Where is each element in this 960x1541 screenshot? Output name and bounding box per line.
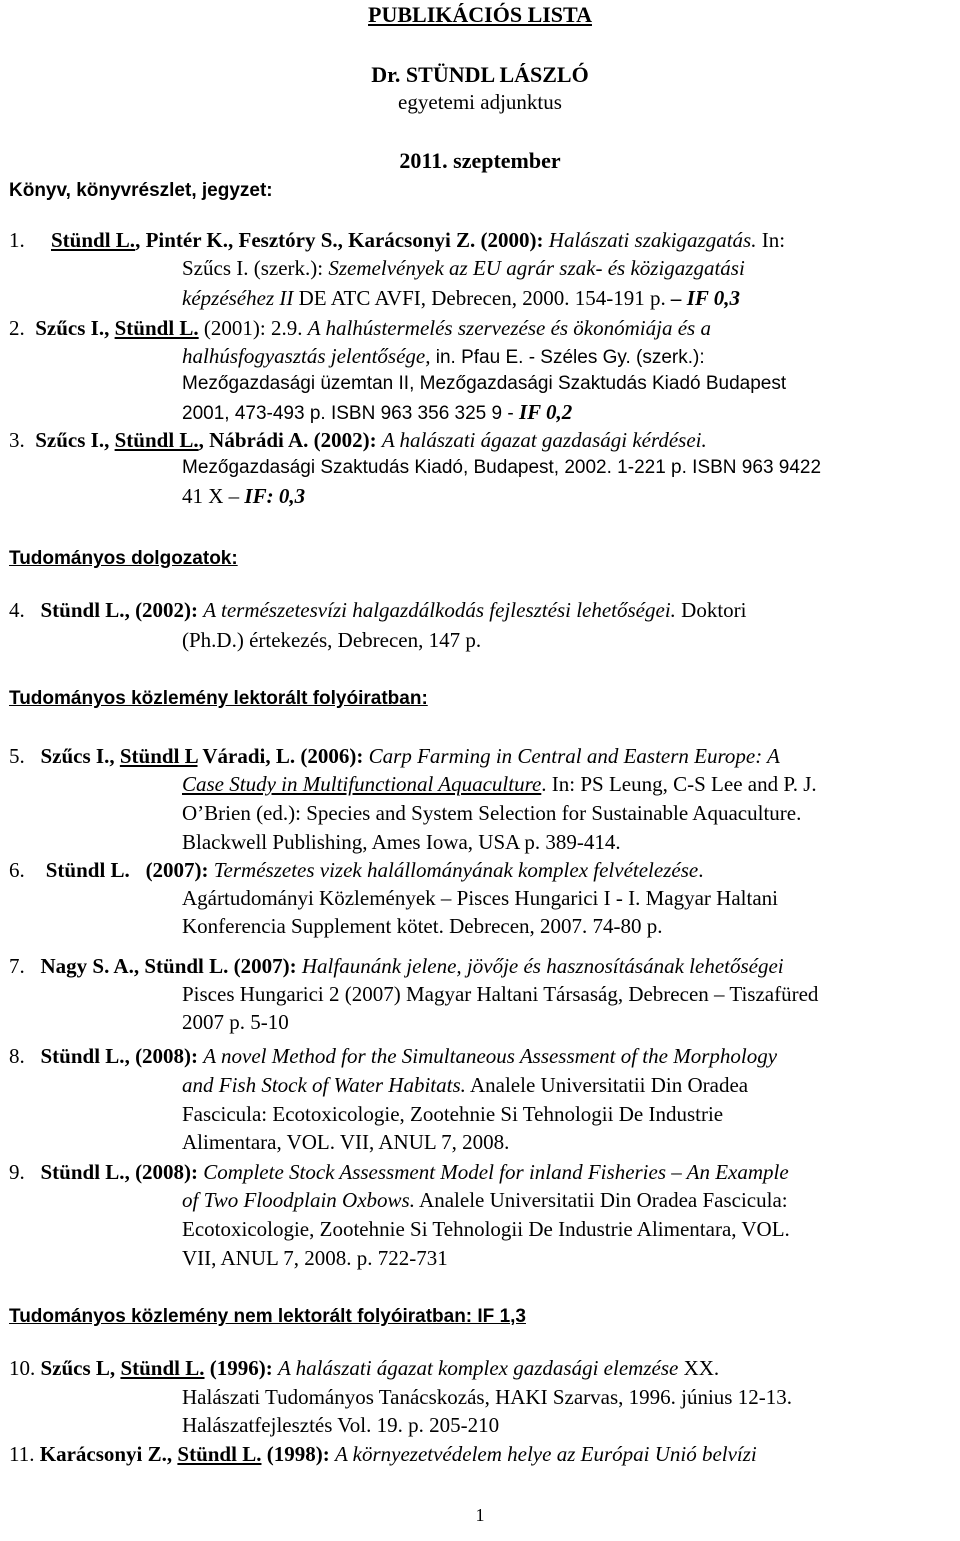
entry-11-line-1: 11. Karácsonyi Z., Stündl L. (1998): A környezetvédelem helye az Európai Unió belvízi: [9, 1442, 757, 1466]
entry-10-line-2: Halászati Tudományos Tanácskozás, HAKI Szarvas, 1996. június 12-13.: [182, 1385, 792, 1409]
entry-8-line-4: Alimentara, VOL. VII, ANUL 7, 2008.: [182, 1130, 510, 1154]
section-heading-dissertations: Tudományos dolgozatok:: [9, 548, 238, 569]
entry-5-line-1: 5. Szűcs I., Stündl L Váradi, L. (2006): Carp Farming in Central and Eastern Europe: A: [9, 744, 780, 768]
entry-5-line-2: Case Study in Multifunctional Aquaculture. In: PS Leung, C-S Lee and P. J.: [182, 772, 817, 796]
entry-3-line-2: Mezőgazdasági Szaktudás Kiadó, Budapest, 2002. 1-221 p. ISBN 963 9422: [182, 457, 822, 478]
entry-4-line-1: 4. Stündl L., (2002): A természetesvízi halgazdálkodás fejlesztési lehetőségei. Doktori: [9, 598, 747, 622]
entry-5-line-3: O’Brien (ed.): Species and System Selection for Sustainable Aquaculture.: [182, 801, 802, 825]
entry-7-line-3: 2007 p. 5-10: [182, 1010, 289, 1034]
section-heading-nonreviewed: Tudományos közlemény nem lektorált folyóiratban: IF 1,3: [9, 1306, 526, 1327]
entry-9-line-3: Ecotoxicologie, Zootehnie Si Tehnologii De Industrie Alimentara, VOL.: [182, 1217, 790, 1241]
entry-4-line-2: (Ph.D.) értekezés, Debrecen, 147 p.: [182, 628, 482, 652]
author-name: Dr. STÜNDL LÁSZLÓ: [371, 62, 589, 87]
entry-author: Stündl L.: [51, 228, 136, 252]
entry-9-line-1: 9. Stündl L., (2008): Complete Stock Assessment Model for inland Fisheries – An Example: [9, 1160, 789, 1184]
entry-7-line-1: 7. Nagy S. A., Stündl L. (2007): Halfaunánk jelene, jövője és hasznosításának lehetőségei: [9, 954, 784, 978]
entry-2-line-3: Mezőgazdasági üzemtan II, Mezőgazdasági Szaktudás Kiadó Budapest: [182, 373, 787, 394]
entry-10-line-3: Halászatfejlesztés Vol. 19. p. 205-210: [182, 1413, 500, 1437]
entry-2-line-2: halhúsfogyasztás jelentősége, in. Pfau E. - Széles Gy. (szerk.):: [182, 344, 705, 368]
author-role: egyetemi adjunktus: [398, 90, 562, 114]
entry-3-line-1: 3. Szűcs I., Stündl L., Nábrádi A. (2002): A halászati ágazat gazdasági kérdései.: [9, 428, 707, 452]
entry-10-line-1: 10. Szűcs L, Stündl L. (1996): A halászati ágazat komplex gazdasági elemzése XX.: [9, 1356, 720, 1380]
entry-2-line-4: 2001, 473-493 p. ISBN 963 356 325 9 - IF 0,2: [182, 400, 573, 424]
entry-6-line-3: Konferencia Supplement kötet. Debrecen, 2007. 74-80 p.: [182, 914, 663, 938]
document-date: 2011. szeptember: [399, 148, 561, 173]
entry-5-line-4: Blackwell Publishing, Ames Iowa, USA p. 389-414.: [182, 830, 621, 854]
entry-9-line-2: of Two Floodplain Oxbows. Analele Universitatii Din Oradea Fascicula:: [182, 1188, 788, 1212]
entry-8-line-2: and Fish Stock of Water Habitats. Analele Universitatii Din Oradea: [182, 1073, 749, 1097]
section-heading-books: Könyv, könyvrészlet, jegyzet:: [9, 180, 273, 201]
entry-2-line-1: 2. Szűcs I., Stündl L. (2001): 2.9. A halhústermelés szervezése és ökonómiája és a: [9, 316, 711, 340]
entry-1-line-3: képzéséhez II DE ATC AVFI, Debrecen, 2000. 154-191 p. – IF 0,3: [182, 286, 741, 310]
entry-8-line-3: Fascicula: Ecotoxicologie, Zootehnie Si Tehnologii De Industrie: [182, 1102, 724, 1126]
entry-8-line-1: 8. Stündl L., (2008): A novel Method for the Simultaneous Assessment of the Morphology: [9, 1044, 778, 1068]
entry-9-line-4: VII, ANUL 7, 2008. p. 722-731: [182, 1246, 448, 1270]
document-title: PUBLIKÁCIÓS LISTA: [368, 2, 592, 27]
entry-6-line-1: 6. Stündl L. (2007): Természetes vizek halállományának komplex felvételezése.: [9, 858, 704, 882]
entry-1-line-1: 1. Stündl L., Pintér K., Fesztóry S., Karácsonyi Z. (2000): Halászati szakigazgatás. In:: [9, 228, 786, 252]
entry-7-line-2: Pisces Hungarici 2 (2007) Magyar Haltani Társaság, Debrecen – Tiszafüred: [182, 982, 819, 1006]
entry-6-line-2: Agártudományi Közlemények – Pisces Hungarici I - I. Magyar Haltani: [182, 886, 778, 910]
entry-3-line-3: 41 X – IF: 0,3: [182, 484, 306, 508]
entry-1-line-2: Szűcs I. (szerk.): Szemelvények az EU agrár szak- és közigazgatási: [182, 256, 745, 280]
section-heading-reviewed: Tudományos közlemény lektorált folyóiratban:: [9, 688, 428, 709]
page-number: 1: [475, 1505, 485, 1525]
